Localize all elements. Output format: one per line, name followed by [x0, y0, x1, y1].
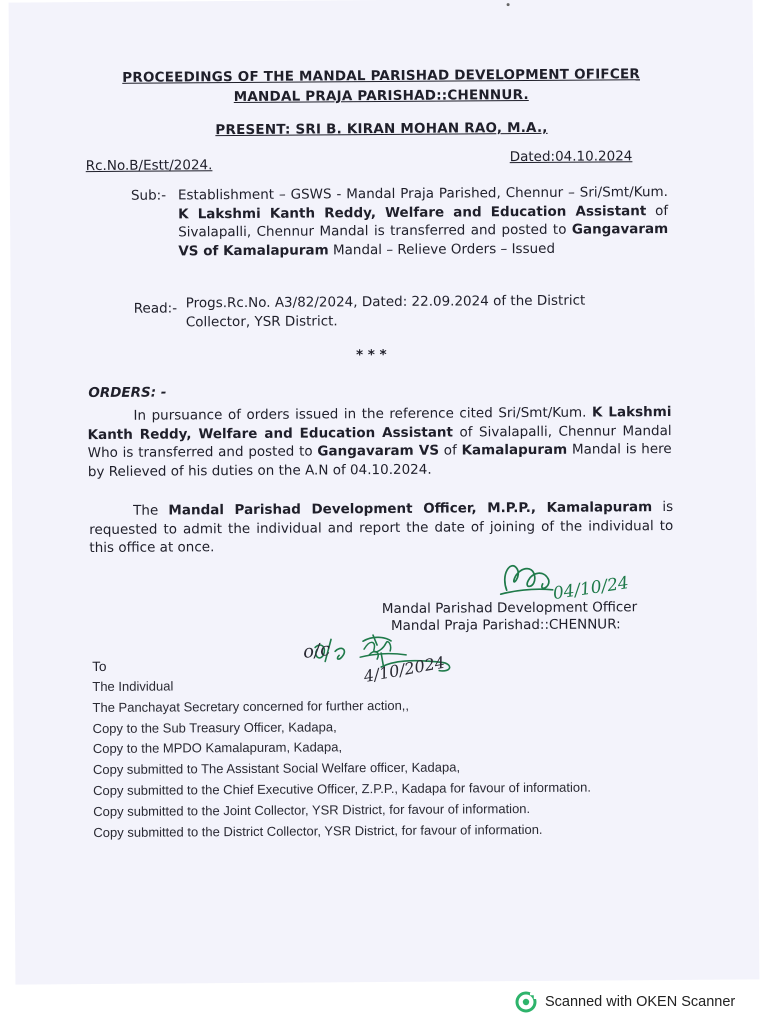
subject-part-1: Establishment – GSWS - Mandal Praja Parished, Chennur – Sri/Smt/Kum. — [177, 184, 668, 204]
to-label: To — [92, 658, 107, 675]
para1-village: Gangavaram VS — [317, 442, 440, 460]
separator-stars: * * * — [355, 346, 387, 364]
subject-name: K Lakshmi Kanth Reddy, Welfare and Education Assistant — [178, 202, 647, 222]
document-page — [9, 0, 760, 985]
para1-text-1: In pursuance of orders issued in the reference cited Sri/Smt/Kum. — [133, 404, 593, 424]
recipient-item: Copy to the MPDO Kamalapuram, Kadapa, — [92, 739, 343, 757]
para2-officer: Mandal Parishad Development Officer, M.P.P., Kamalapuram — [168, 499, 653, 519]
scanner-watermark — [515, 990, 735, 1014]
para1-text-3: of — [438, 442, 462, 459]
subject-part-3: Mandal – Relieve Orders – Issued — [328, 240, 556, 258]
para1-text-2: of Sivalapalli, Chennur Mandal Who is transferred and posted to — [87, 422, 672, 462]
orders-heading: ORDERS: - — [88, 384, 167, 402]
oken-scanner-logo-icon — [515, 991, 537, 1013]
recipient-item: Copy submitted to the Chief Executive Officer, Z.P.P., Kadapa for favour of information. — [93, 779, 592, 799]
rc-number: Rc.No.B/Estt/2024. — [85, 157, 213, 175]
dated: Dated:04.10.2024 — [509, 148, 633, 166]
initials-scribble-icon — [358, 633, 408, 661]
recipient-item: The Individual — [92, 678, 174, 695]
recipient-item: Copy submitted to the District Collector, YSR District, for favour of information. — [93, 821, 543, 840]
para2-text-1: The — [133, 502, 169, 519]
scan-speck — [507, 3, 510, 6]
scanner-text: Scanned with OKEN Scanner — [545, 994, 736, 1010]
para1-name: K Lakshmi Kanth Reddy, Welfare and Education Assistant — [87, 403, 672, 443]
handwritten-date: 04/10/24 — [551, 573, 631, 605]
orders-paragraph-1 — [87, 403, 672, 481]
present-line: PRESENT: SRI B. KIRAN MOHAN RAO, M.A., — [215, 119, 548, 139]
heading-line-1: PROCEEDINGS OF THE MANDAL PARISHAD DEVELOPMENT OFIFCER — [122, 66, 641, 86]
signatory-line-2: Mandal Praja Parishad::CHENNUR: — [390, 616, 621, 634]
subject-part-2: of Sivalapalli, Chennur Mandal is transferred and posted to — [178, 202, 669, 241]
recipient-item: The Panchayat Secretary concerned for further action,, — [92, 697, 410, 715]
handwritten-oc: o/c — [302, 639, 332, 663]
subject-place: Gangavaram VS of Kamalapuram — [178, 221, 669, 259]
recipient-list — [92, 673, 733, 844]
subject-label: Sub:- — [130, 187, 167, 204]
handwritten-receipt-date: 4/10/2024 — [362, 652, 447, 687]
subject-text — [178, 183, 669, 260]
read-text: Progs.Rc.No. A3/82/2024, Dated: 22.09.2024 of the District Collector, YSR District. — [185, 292, 586, 330]
recipient-item: Copy submitted to The Assistant Social Welfare officer, Kadapa, — [92, 759, 461, 778]
para1-text-4: Mandal is here by Relieved of his duties on the A.N of 04.10.2024. — [87, 440, 672, 480]
heading-line-2: MANDAL PRAJA PARISHAD::CHENNUR. — [233, 86, 529, 106]
signatory-line-1: Mandal Parishad Development Officer — [381, 599, 638, 618]
recipient-item: Copy submitted to the Joint Collector, YSR District, for favour of information. — [93, 800, 531, 819]
read-label: Read:- — [133, 300, 178, 317]
orders-paragraph-2 — [89, 498, 673, 558]
recipient-item: Copy to the Sub Treasury Officer, Kadapa, — [92, 718, 337, 736]
para2-text-2: is requested to admit the individual and report the date of joining of the individual to this office at once. — [89, 498, 674, 557]
para1-mandal: Kamalapuram — [461, 441, 568, 459]
